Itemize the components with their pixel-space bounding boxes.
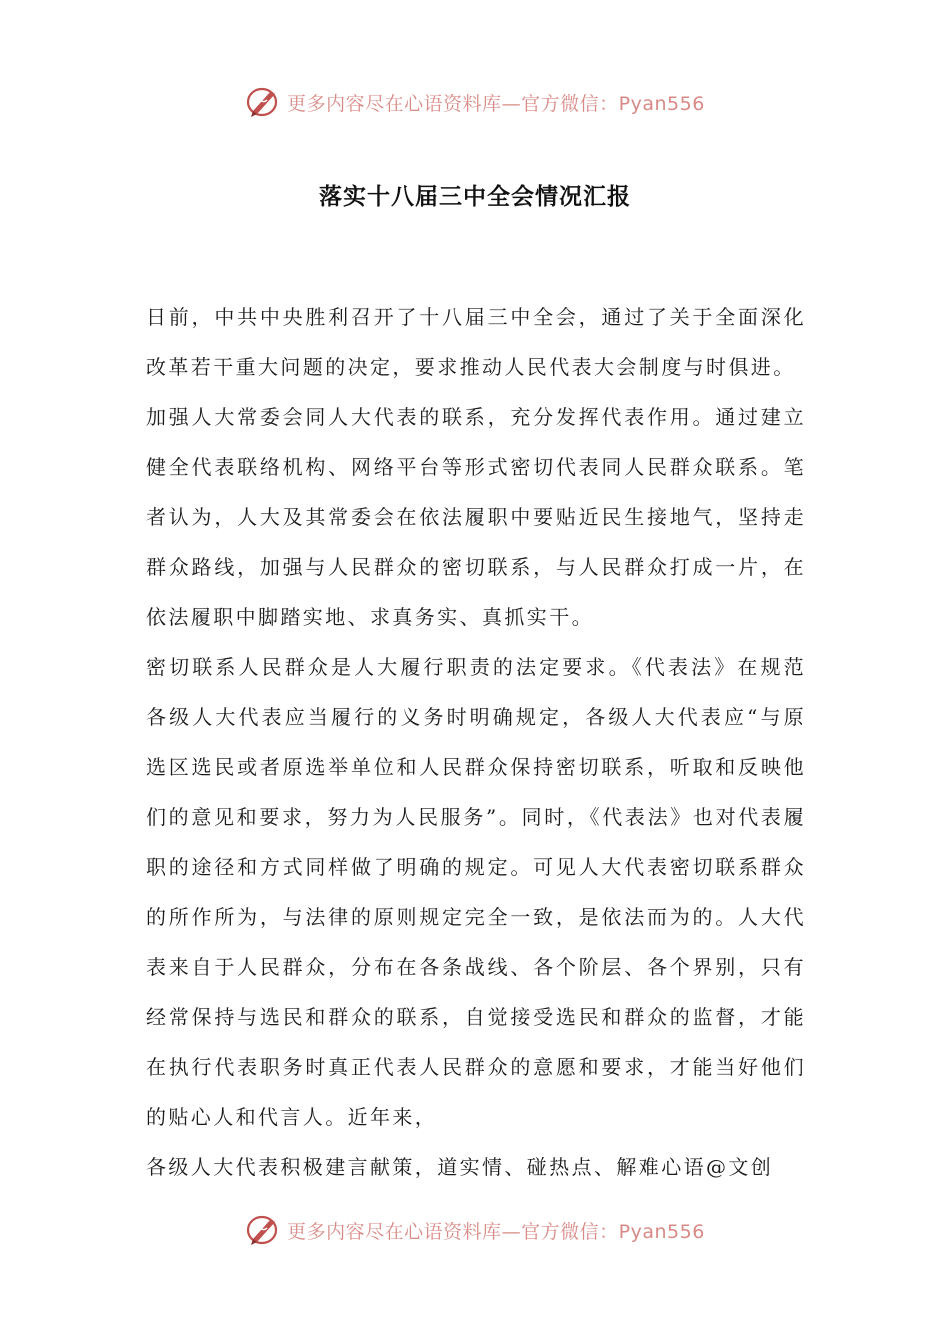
pen-logo-icon <box>245 1212 281 1248</box>
paragraph: 各级人大代表积极建言献策，道实情、碰热点、解难心语@文创 <box>146 1155 774 1179</box>
banner-wechat-id: Pyan556 <box>618 1220 705 1243</box>
pen-logo-icon <box>245 84 281 120</box>
paragraph: 日前，中共中央胜利召开了十八届三中全会，通过了关于全面深化改革若干重大问题的决定，要求推动人民代表大会制度与时俱进。 <box>146 305 806 379</box>
banner-text <box>287 89 705 116</box>
banner-slogan: 更多内容尽在心语资料库—官方微信： <box>287 1220 619 1243</box>
banner-text <box>287 1217 705 1244</box>
paragraph: 加强人大常委会同人大代表的联系，充分发挥代表作用。通过建立健全代表联络机构、网络平台等形式密切代表同人民群众联系。笔者认为，人大及其常委会在依法履职中要贴近民生接地气，坚持走群众路线，加强与人民群众的密切联系，与人民群众打成一片，在依法履职中脚踏实地、求真务实、真抓实干。 <box>146 405 806 629</box>
header-banner <box>0 82 950 122</box>
footer-banner <box>0 1210 950 1250</box>
banner-wechat-id: Pyan556 <box>618 92 705 115</box>
paragraph: 密切联系人民群众是人大履行职责的法定要求。《代表法》在规范各级人大代表应当履行的义务时明确规定，各级人大代表应“与原选区选民或者原选举单位和人民群众保持密切联系，听取和反映他们的意见和要求，努力为人民服务”。同时，《代表法》也对代表履职的途径和方式同样做了明确的规定。可见人大代表密切联系群众的所作所为，与法律的原则规定完全一致，是依法而为的。人大代表来自于人民群众，分布在各条战线、各个阶层、各个界别，只有经常保持与选民和群众的联系，自觉接受选民和群众的监督，才能在执行代表职务时真正代表人民群众的意愿和要求，才能当好他们的贴心人和代言人。近年来， <box>146 655 806 1129</box>
document-title: 落实十八届三中全会情况汇报 <box>319 184 631 210</box>
document-body <box>146 292 806 1192</box>
banner-slogan: 更多内容尽在心语资料库—官方微信： <box>287 92 619 115</box>
